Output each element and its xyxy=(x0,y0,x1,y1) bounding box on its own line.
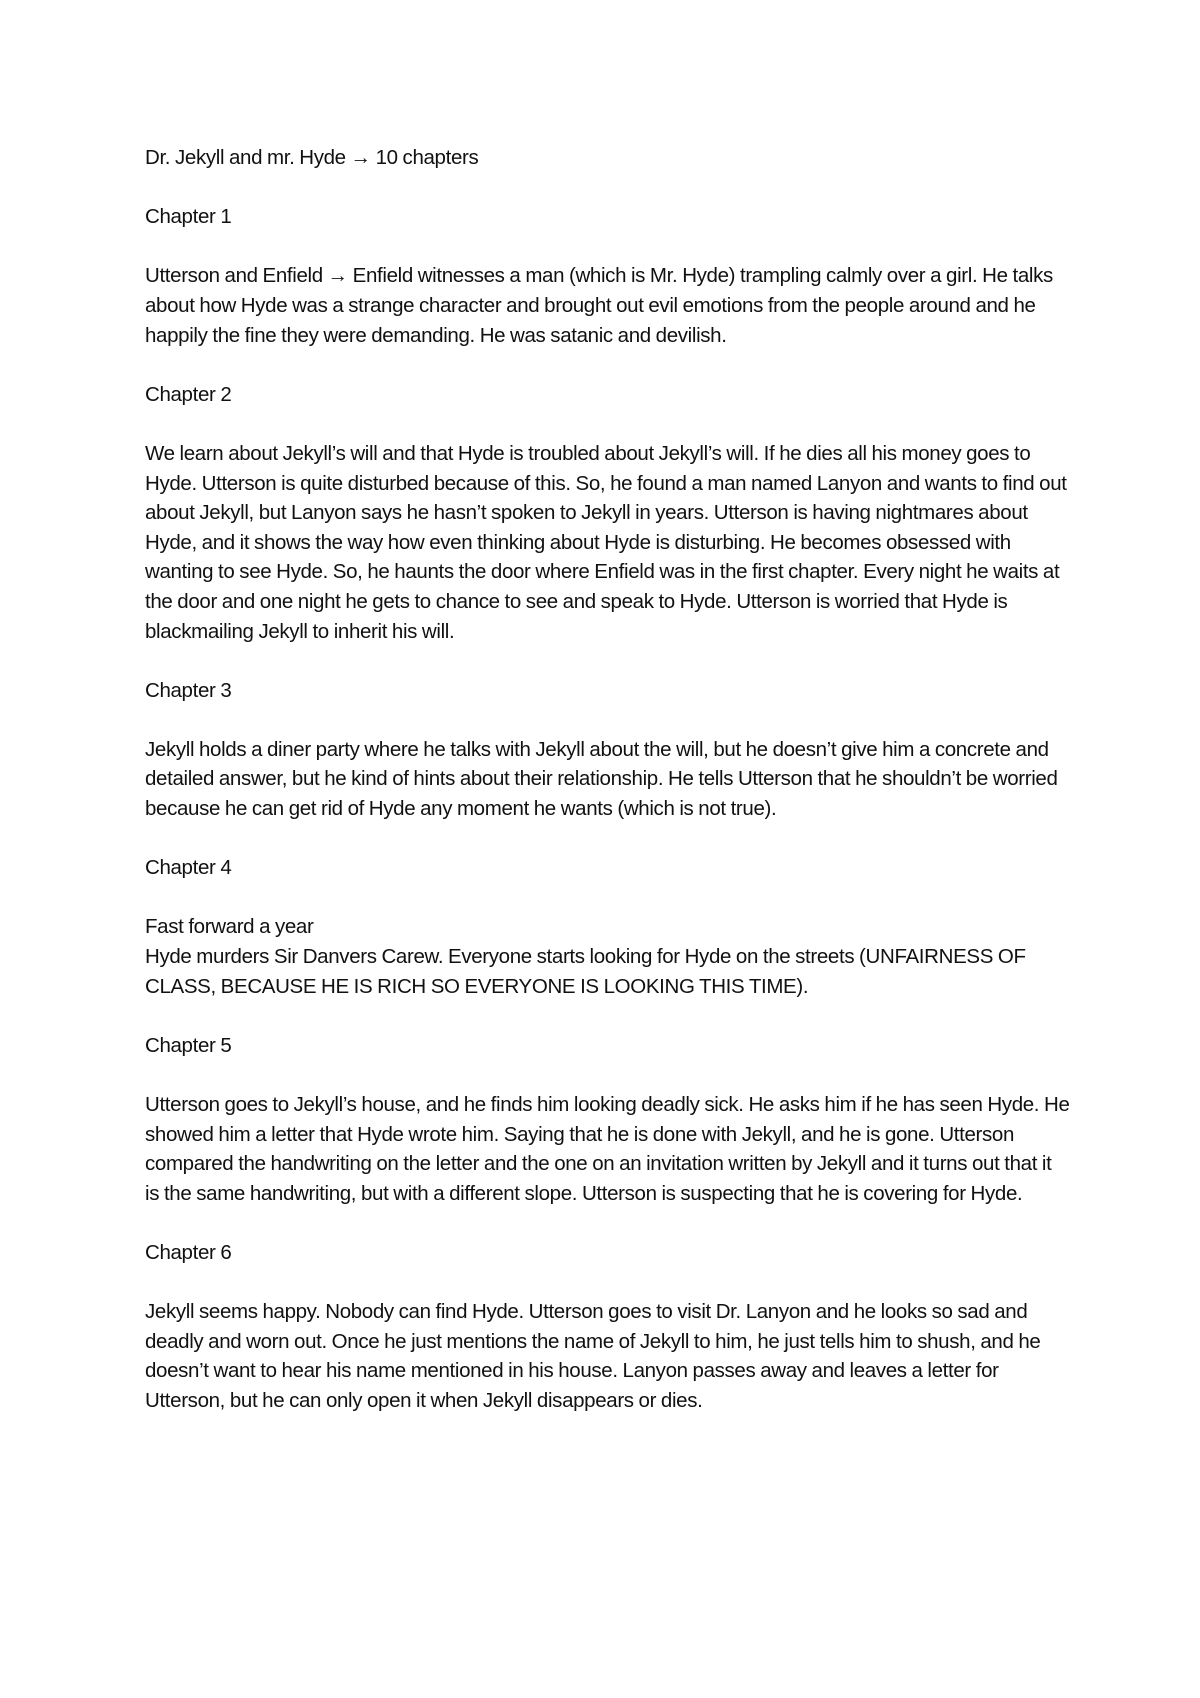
title-chapter-count: 10 chapters xyxy=(375,146,479,169)
arrow-right-icon: → xyxy=(327,264,348,288)
chapter-6-summary: Jekyll seems happy. Nobody can find Hyde. Utterson goes to visit Dr. Lanyon and he looks so sad and deadly and worn out. Once he just mentions the name of Jekyll to him, he just tells him to shush, and he doesn’t want to hear his name mentioned in his house. Lanyon passes away and leaves a letter for Utterson, but he can only open it when Jekyll disappears or dies. xyxy=(145,1300,1041,1412)
chapter-4-heading: Chapter 4 xyxy=(145,856,232,880)
chapter-2-heading: Chapter 2 xyxy=(145,382,232,406)
chapter-1-heading: Chapter 1 xyxy=(145,205,232,229)
chapter-1-summary xyxy=(145,261,1070,350)
document-page xyxy=(145,143,1070,1445)
chapter-1-lead: Utterson and Enfield xyxy=(145,264,323,288)
chapter-5-heading: Chapter 5 xyxy=(145,1033,232,1057)
chapter-2-summary: We learn about Jekyll’s will and that Hyde is troubled about Jekyll’s will. If he dies all his money goes to Hyde. Utterson is quite disturbed because of this. So, he found a man named Lanyon and wants to find out about Jekyll, but Lanyon says he hasn’t spoken to Jekyll in years. Utterson is having nightmares about Hyde, and it shows the way how even thinking about Hyde is disturbing. He becomes obsessed with wanting to see Hyde. So, he haunts the door where Enfield was in the first chapter. Every night he waits at the door and one night he gets to chance to see and speak to Hyde. Utterson is worried that Hyde is blackmailing Jekyll to inherit his will. xyxy=(145,441,1067,643)
chapter-6-heading: Chapter 6 xyxy=(145,1240,232,1264)
chapter-5-summary: Utterson goes to Jekyll’s house, and he finds him looking deadly sick. He asks him if he has seen Hyde. He showed him a letter that Hyde wrote him. Saying that he is done with Jekyll, and he is gone. Utterson compared the handwriting on the letter and the one on an invitation written by Jekyll and it turns out that it is the same handwriting, but with a different slope. Utterson is suspecting that he is covering for Hyde. xyxy=(145,1093,1070,1205)
chapter-4-summary: Hyde murders Sir Danvers Carew. Everyone starts looking for Hyde on the streets (UNFAIRNESS OF CLASS, BECAUSE HE IS RICH SO EVERYONE IS LOOKING THIS TIME). xyxy=(145,945,1026,998)
chapter-3-summary: Jekyll holds a diner party where he talks with Jekyll about the will, but he doesn’t give him a concrete and detailed answer, but he kind of hints about their relationship. He tells Utterson that he shouldn’t be worried because he can get rid of Hyde any moment he wants (which is not true). xyxy=(145,737,1058,821)
title-text: Dr. Jekyll and mr. Hyde xyxy=(145,146,346,169)
document-title xyxy=(145,143,1070,173)
arrow-right-icon: → xyxy=(350,146,371,169)
chapter-3-heading: Chapter 3 xyxy=(145,678,232,702)
chapter-4-line: Fast forward a year xyxy=(145,915,314,939)
chapter-1-text: Enfield witnesses a man (which is Mr. Hyde) trampling calmly over a girl. He talks about how Hyde was a strange character and brought out evil emotions from the people around and he happily the fine they were demanding. He was satanic and devilish. xyxy=(145,264,1053,347)
